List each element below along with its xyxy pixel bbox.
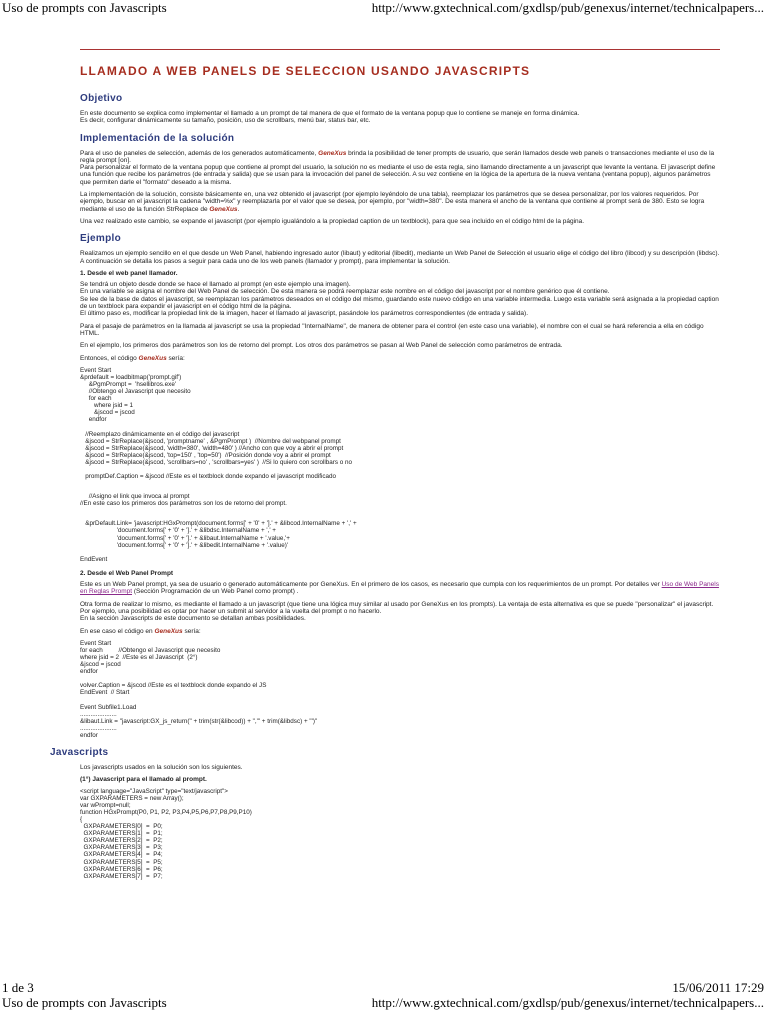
code-block-endevent: EndEvent xyxy=(80,555,108,563)
browser-print-header-repeat xyxy=(0,995,768,1011)
ejemplo-intro xyxy=(80,250,720,265)
code-block-caption: promptDef.Caption = &jscod //Este es el textblock donde expando el javascript modificado xyxy=(80,473,337,481)
intro-text: sería: xyxy=(184,627,201,635)
genexus-brand: GeneXus xyxy=(318,149,347,157)
footer-url: http://www.gxtechnical.com/gxdlsp/pub/genexus/internet/technicalpapers... xyxy=(371,995,764,1010)
prompt-text: (Sección Programación de un Web Panel como prompt) . xyxy=(133,588,299,596)
section-javascripts xyxy=(50,747,720,880)
llamador-params-order: En el ejemplo, los primeros dos parámetros son los de retorno del prompt. Los otros dos parámetros se pasan al Web Panel de selección como parámetros de entrada. xyxy=(80,342,563,350)
intro-text: En ese caso el código en xyxy=(80,627,153,635)
intro-text: Entonces, el código xyxy=(80,354,137,362)
web-panels-prompt-link[interactable]: Uso de Web Panels en Reglas Prompt xyxy=(80,581,719,596)
llamador-steps xyxy=(80,281,720,317)
section-objetivo xyxy=(80,93,720,125)
objetivo-text xyxy=(80,110,720,125)
browser-print-footer xyxy=(0,980,768,996)
document-body xyxy=(50,54,720,888)
subheading-llamador: 1. Desde el web panel llamador. xyxy=(80,269,178,277)
prompt-text: En la sección Javascripts de este documento se detallan ambas posibilidades. xyxy=(80,615,306,623)
code-block-javascript: <script language="JavaScript" type="text/javascript"> var GXPARAMETERS = new Array(); var wPrompt=null; function HGxPrompt(P0, P1, P2, P3,P4,P5,P6,P7,P8,P9,P10) { GXPARAMETERS[0] = P0; GXPARAMETERS[1] = P1; GXPARAMETERS[2] = P2; GXPARAMETERS[3] = P3; GXPARAMETERS[4] = P4; GXPARAMETERS[5] = P5; GXPARAMETERS[6] = P6; GXPARAMETERS[7] = P7; xyxy=(80,787,252,880)
objetivo-line-1: En este documento se explica como implementar el llamado a un prompt de tal manera de que el formato de la ventana popup que lo contiene se maneje en forma dinámica. xyxy=(80,110,580,117)
code-block-comment: //Asigno el link que invoca al prompt //En este caso los primeros dos parámetros son los de retorno del prompt. xyxy=(80,493,287,508)
intro-text: sería: xyxy=(168,354,185,362)
section-ejemplo xyxy=(80,233,720,739)
impl-text: Para el uso de paneles de selección, además de los generados automáticamente, xyxy=(80,149,317,157)
impl-paragraph-3: Una vez realizado este cambio, se expande el javascript (por ejemplo igualándolo a la propiedad caption de un textblock), para que sea incluido en el código html de la página. xyxy=(80,217,585,225)
browser-print-header xyxy=(0,0,768,16)
document-title: LLAMADO A WEB PANELS DE SELECCION USANDO JAVASCRIPTS xyxy=(80,64,531,78)
header-title: Uso de prompts con Javascripts xyxy=(2,0,167,15)
impl-text: brinda la posibilidad de tener prompts de usuario, que serán llamados desde web panels o transacciones mediante el uso de la regla prompt [on]. xyxy=(80,149,715,164)
step-text: Se lee de la base de datos el javascript, se reemplazan los parámetros deseados en el código del mismo, guardando este nuevo código en una variable intermedia. Luego esta variable será asignada a la propiedad caption de un textblock para expandir el javascript en el código html de la página. xyxy=(80,295,719,311)
code-block-subfile-load: Event Subfile1.Load ..................... &libaut.Link = "javascript:GX_js_return(" + trim(str(&libcod)) + ",'" + trim(&libdsc) + "')" ..................... endfor xyxy=(80,703,318,739)
title-divider xyxy=(80,49,720,50)
code-block-prompt-volver: volver.Caption = &jscod //Este es el textblock donde expando el JS EndEvent // Start xyxy=(80,682,267,697)
footer-page-number: 1 de 3 xyxy=(2,980,34,995)
heading-objetivo: Objetivo xyxy=(80,93,123,104)
heading-ejemplo: Ejemplo xyxy=(80,233,121,245)
step-text: Se tendrá un objeto desde donde se hace el llamado al prompt (en este ejemplo una imagen). xyxy=(80,281,351,289)
code-block-prompt-start: Event Start for each //Obtengo el Javascript que necesito where jsid = 2 //Este es el Javascript (2°) &jscod = jscod endfor xyxy=(80,639,221,676)
prompt-paragraph-1 xyxy=(80,581,720,596)
prompt-code-intro xyxy=(80,628,720,635)
code-block-link: &prDefault.Link= 'javascript:HGxPrompt(document.forms[' + '0' + '].' + &libcod.InternalName + ',' + 'document.forms[' + '0' + '].' + &libdsc.InternalName + ',' + 'document.forms[' + '0' + '].' + &libaut.InternalName + '.value,'+ 'document.forms[' + '0' + '].' + &libedit.InternalName + '.value)' xyxy=(85,520,357,549)
objetivo-line-2: Es decir, configurar dinámicamente su tamaño, posición, uso de scrollbars, menú bar, status bar, etc. xyxy=(80,117,371,125)
footer-datetime: 15/06/2011 17:29 xyxy=(672,980,764,995)
ejemplo-text: A continuación se detalla los pasos a seguir para cada uno de los web panels (llamador y prompt), para implementar la solución. xyxy=(80,257,450,265)
heading-javascripts: Javascripts xyxy=(50,747,109,758)
llamador-params: Para el pasaje de parámetros en la llamada al javascript se usa la propiedad "InternalName", de manera de obtener para el control (en este caso una variable), el nombre con el cual se hará referencia a ella en código HTML. xyxy=(80,322,704,337)
llamador-code-intro xyxy=(80,355,720,362)
genexus-brand: GeneXus xyxy=(138,354,167,362)
genexus-brand: GeneXus xyxy=(154,627,183,635)
step-text: En una variable se asigna el nombre del Web Panel de selección. De esta manera se podrá reemplazar este nombre en el código del javascript por el nombre genérico que él contiene. xyxy=(80,288,610,296)
impl-paragraph-1 xyxy=(80,150,720,186)
heading-implementacion: Implementación de la solución xyxy=(80,132,235,144)
footer-title: Uso de prompts con Javascripts xyxy=(2,995,167,1010)
ejemplo-text: Realizamos un ejemplo sencillo en el que desde un Web Panel, habiendo ingresado autor (libaut) y editorial (libedit), mediante un Web Panel de Selección el usuario elige el código del libro (libcod) y su descripción (libdsc). xyxy=(80,250,720,258)
impl-paragraph-2: La implementación de la solución, consiste básicamente en, una vez obtenido el javascript (por ejemplo leyéndolo de una tabla), reemplazar los parámetros que se desea personalizar, por los valores requeridos. Por ejemplo, buscar en el javascript la cadena "width=%x" y reemplazarla por el valor que se desea, por ejemplo, por "width=380". De esta manera el ancho de la ventana que contiene al prompt será de 380. Esto se logra mediante el uso de la función StrReplace de GeneXus. xyxy=(80,191,705,213)
subheading-js-prompt: (1°) Javascript para el llamado al prompt. xyxy=(80,776,207,784)
genexus-brand: GeneXus xyxy=(209,205,238,213)
subheading-prompt: 2. Desde el Web Panel Prompt xyxy=(80,569,174,577)
javascripts-intro: Los javascripts usados en la solución son los siguientes. xyxy=(80,764,243,771)
prompt-paragraph-2 xyxy=(80,601,720,623)
prompt-text: Este es un Web Panel prompt, ya sea de usuario o generado automáticamente por GeneXus. En el primero de los casos, es necesario que cumpla con los requerimientos de un prompt. Por detalles ver xyxy=(80,581,660,589)
code-block-replace: //Reemplazo dinámicamente en el código del javascript &jscod = StrReplace(&jscod, 'promptname' , &PgmPrompt ) //Nombre del webpanel prompt &jscod = StrReplace(&jscod, 'width=380', 'width=480' ) //Ancho con que voy a abrir el prompt &jscod = StrReplace(&jscod, 'top=150' , 'top=50') //Posición donde voy a abrir el prompt &jscod = StrReplace(&jscod, 'scrollbars=no' , 'scrollbars=yes' ) //Si lo quiero con scrollbars o no xyxy=(85,430,353,466)
section-implementacion xyxy=(80,133,720,226)
code-block-start: Event Start &prdefault = loadbitmap('prompt.gif') &PgmPrompt = 'hsellibros.exe' //Obtengo el Javascript que necesito for each where jsid = 1 &jscod = jscod endfor xyxy=(80,366,191,424)
impl-text: Para personalizar el formato de la ventana popup que contiene al prompt del usuario, la solución no es mediante el uso de esta regla, sino llamando directamente a un javascript que levante la ventana. El javascript define una función que recibe los parámetros (de entrada y salida) que se usan para la invocación del panel de selección. A su vez contiene en la lógica de la apertura de la nueva ventana (ventana popup), algunos parámetros que permiten darle el "formato" deseado a la misma. xyxy=(80,164,716,186)
step-text: El último paso es, modificar la propiedad link de la imagen, hacer el llamado al javascript, pasándole los parámetros correspondientes (de entrada y salida). xyxy=(80,310,529,318)
prompt-text: Otra forma de realizar lo mismo, es mediante el llamado a un javascript (que tiene una lógica muy similar al usado por GeneXus en los prompts). La ventaja de esta alternativa es que se puede "personalizar" el javascript. Por ejemplo, una posibilidad es optar por hacer un submit al servidor a la vuelta del prompt o no hacerlo. xyxy=(80,600,714,615)
header-url: http://www.gxtechnical.com/gxdlsp/pub/genexus/internet/technicalpapers... xyxy=(371,0,764,15)
impl-text: La implementación de la solución, consiste básicamente en, una vez obtenido el javascript (por ejemplo leyéndolo de una tabla), reemplazar los parámetros que se desea personalizar, por los valores requeridos. Por ejemplo, buscar en el javascript la cadena "width=%x" y reemplazarla por el valor que se desea, por ejemplo, por "width=380". De esta manera el ancho de la ventana que contiene al prompt será de 380. Esto se logra mediante el uso de la función StrReplace de xyxy=(80,191,705,213)
